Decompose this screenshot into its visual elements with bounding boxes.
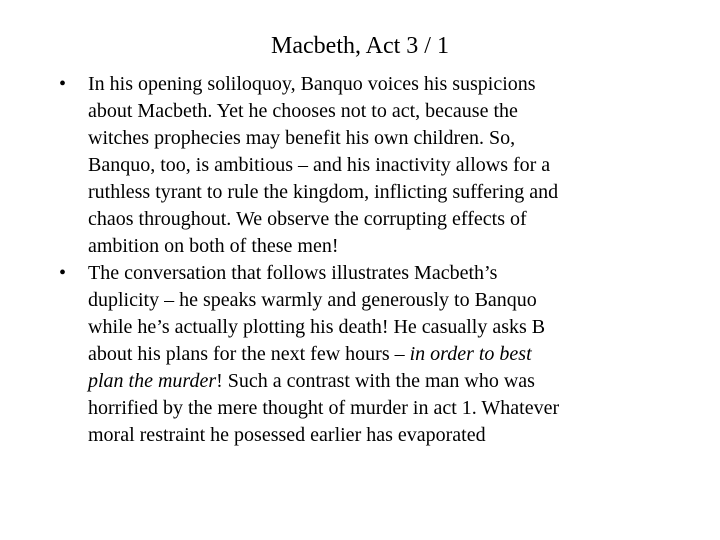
- bullet-text-line: horrified by the mere thought of murder in act 1. Whatever: [88, 397, 560, 419]
- bullet-text-line: ruthless tyrant to rule the kingdom, inflicting suffering and: [88, 181, 559, 203]
- bullet-text-line: duplicity – he speaks warmly and generously to Banquo: [88, 289, 537, 311]
- bullet-text-line: moral restraint he posessed earlier has evaporated: [88, 424, 486, 446]
- bullet-item: [56, 71, 668, 260]
- bullet-text-line-mixed: [88, 341, 668, 368]
- bullet-text-line: chaos throughout. We observe the corrupting effects of: [88, 208, 527, 230]
- bullet-text-line: The conversation that follows illustrates Macbeth’s: [88, 262, 498, 284]
- italic-text: in order to best: [409, 343, 532, 365]
- bullet-text-line: while he’s actually plotting his death! He casually asks B: [88, 316, 546, 338]
- bullet-list: [56, 71, 668, 449]
- plain-text: ! Such a contrast with the man who was: [216, 370, 535, 392]
- bullet-text-line: In his opening soliloquoy, Banquo voices his suspicions: [88, 73, 536, 95]
- bullet-text-line-mixed: [88, 368, 668, 395]
- bullet-text-line: Banquo, too, is ambitious – and his inactivity allows for a: [88, 154, 551, 176]
- bullet-text-line: about Macbeth. Yet he chooses not to act, because the: [88, 100, 518, 122]
- italic-text: plan the murder: [88, 370, 217, 392]
- bullet-icon: •: [59, 73, 67, 95]
- slide-title: Macbeth, Act 3 / 1: [271, 33, 449, 59]
- bullet-text-line: witches prophecies may benefit his own children. So,: [88, 127, 516, 149]
- bullet-text-line: ambition on both of these men!: [88, 235, 339, 257]
- bullet-icon: •: [59, 262, 67, 284]
- plain-text: about his plans for the next few hours –: [88, 343, 410, 365]
- bullet-item: [56, 260, 668, 449]
